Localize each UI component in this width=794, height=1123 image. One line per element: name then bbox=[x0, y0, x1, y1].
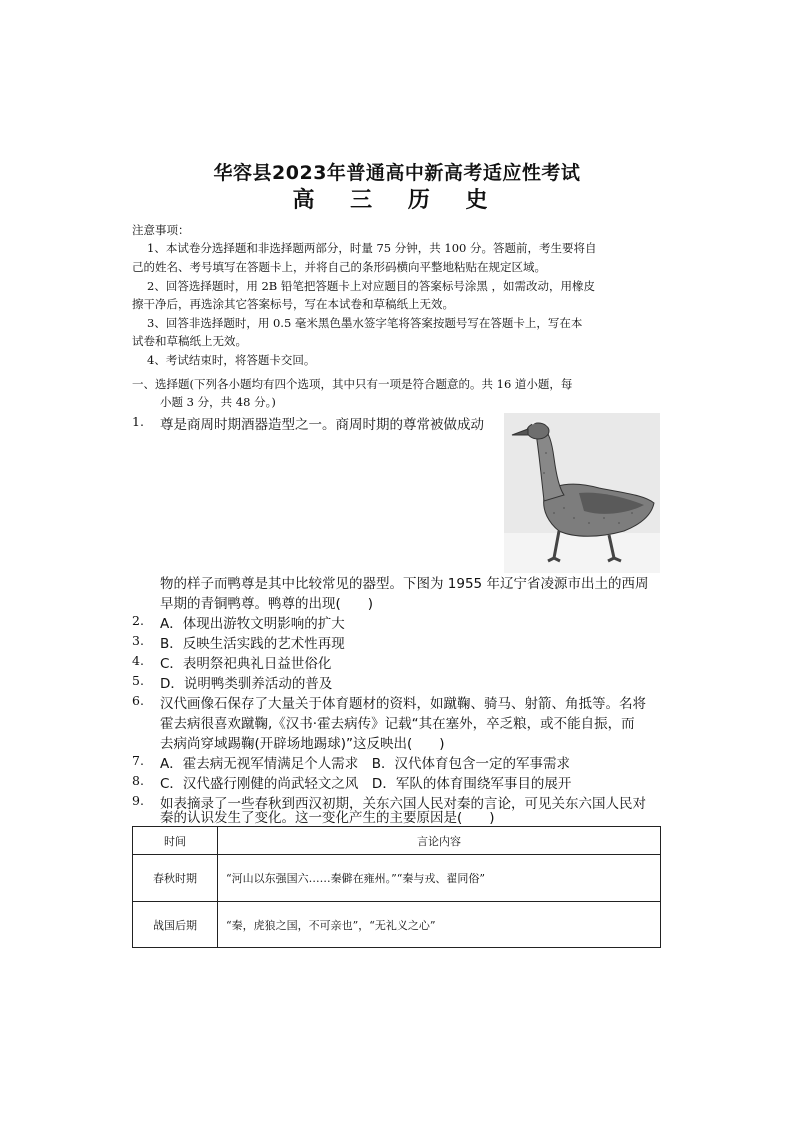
notice-line: 擦干净后，再选涂其它答案标号，写在本试卷和草稿纸上无效。 bbox=[132, 297, 454, 311]
option-text: D．说明鸭类驯养活动的普及 bbox=[160, 676, 333, 692]
question-text: 物的样子而鸭尊是其中比较常见的器型。下图为 1955 年辽宁省凌源市出土的西周 bbox=[160, 576, 649, 592]
table-cell-time: 战国后期 bbox=[133, 902, 218, 948]
question-text: 汉代画像石保存了大量关于体育题材的资料，如蹴鞠、骑马、射箭、角抵等。名将 bbox=[160, 696, 646, 712]
exam-title: 华容县2023年普通高中新高考适应性考试 bbox=[213, 162, 581, 184]
quotes-table bbox=[132, 826, 661, 948]
notice-heading: 注意事项： bbox=[132, 223, 190, 237]
table-header-time: 时间 bbox=[133, 827, 218, 855]
table-header-row bbox=[133, 827, 661, 855]
question-number: 6. bbox=[132, 693, 144, 708]
notice-line: 4、考试结束时，将答题卡交回。 bbox=[147, 353, 316, 367]
table-row bbox=[133, 902, 661, 948]
option-text: A．体现出游牧文明影响的扩大 bbox=[160, 616, 345, 632]
option-text: C．汉代盛行刚健的尚武轻文之风 D．军队的体育围绕军事目的展开 bbox=[160, 776, 572, 792]
question-text: 尊是商周时期酒器造型之一。商周时期的尊常被做成动 bbox=[160, 417, 484, 433]
bronze-duck-zun-image bbox=[504, 413, 660, 573]
question-number: 2. bbox=[132, 613, 144, 628]
table-cell-content: “河山以东强国六……秦僻在雍州。”“秦与戎、翟同俗” bbox=[218, 855, 661, 902]
question-number: 3. bbox=[132, 633, 144, 648]
option-text: C．表明祭祀典礼日益世俗化 bbox=[160, 656, 332, 672]
question-text: 早期的青铜鸭尊。鸭尊的出现( ) bbox=[160, 596, 374, 612]
question-text: 秦的认识发生了变化。这一变化产生的主要原因是( ) bbox=[160, 810, 495, 826]
table-header-content: 言论内容 bbox=[218, 827, 661, 855]
question-number: 7. bbox=[132, 753, 144, 768]
notice-line: 3、回答非选择题时，用 0.5 毫米黑色墨水签字笔将答案按题号写在答题卡上，写在本 bbox=[147, 316, 583, 330]
question-number: 5. bbox=[132, 673, 144, 688]
table-cell-content: “秦，虎狼之国，不可亲也”，“无礼义之心” bbox=[218, 902, 661, 948]
question-text: 霍去病很喜欢蹴鞠,《汉书·霍去病传》记载“其在塞外，卒乏粮，或不能自振，而 bbox=[160, 716, 635, 732]
notice-line: 己的姓名、考号填写在答题卡上，并将自己的条形码横向平整地粘贴在规定区域。 bbox=[132, 260, 546, 274]
notice-line: 试卷和草稿纸上无效。 bbox=[132, 334, 247, 348]
question-text: 去病尚穿域踢鞠(开辟场地踢球)”这反映出( ) bbox=[160, 736, 445, 752]
subject-title: 高 三 历 史 bbox=[292, 188, 502, 213]
question-text: 如表摘录了一些春秋到西汉初期，关东六国人民对秦的言论，可见关东六国人民对 bbox=[160, 796, 646, 812]
question-number: 4. bbox=[132, 653, 144, 668]
section-heading: 一、选择题(下列各小题均有四个选项，其中只有一项是符合题意的。共 16 道小题，每 bbox=[132, 377, 573, 391]
question-number: 8. bbox=[132, 773, 144, 788]
option-text: B．反映生活实践的艺术性再现 bbox=[160, 636, 345, 652]
table-row bbox=[133, 855, 661, 902]
section-heading-cont: 小题 3 分，共 48 分。) bbox=[160, 395, 276, 409]
notice-line: 1、本试卷分选择题和非选择题两部分，时量 75 分钟，共 100 分。答题前，考生要将自 bbox=[147, 241, 597, 255]
option-text: A．霍去病无视军情满足个人需求 B．汉代体育包含一定的军事需求 bbox=[160, 756, 570, 772]
notice-line: 2、回答选择题时，用 2B 铅笔把答题卡上对应题目的答案标号涂黑 ，如需改动，用橡皮 bbox=[147, 279, 596, 293]
question-number: 9. bbox=[132, 793, 144, 808]
table-cell-time: 春秋时期 bbox=[133, 855, 218, 902]
question-number: 1. bbox=[132, 414, 144, 429]
